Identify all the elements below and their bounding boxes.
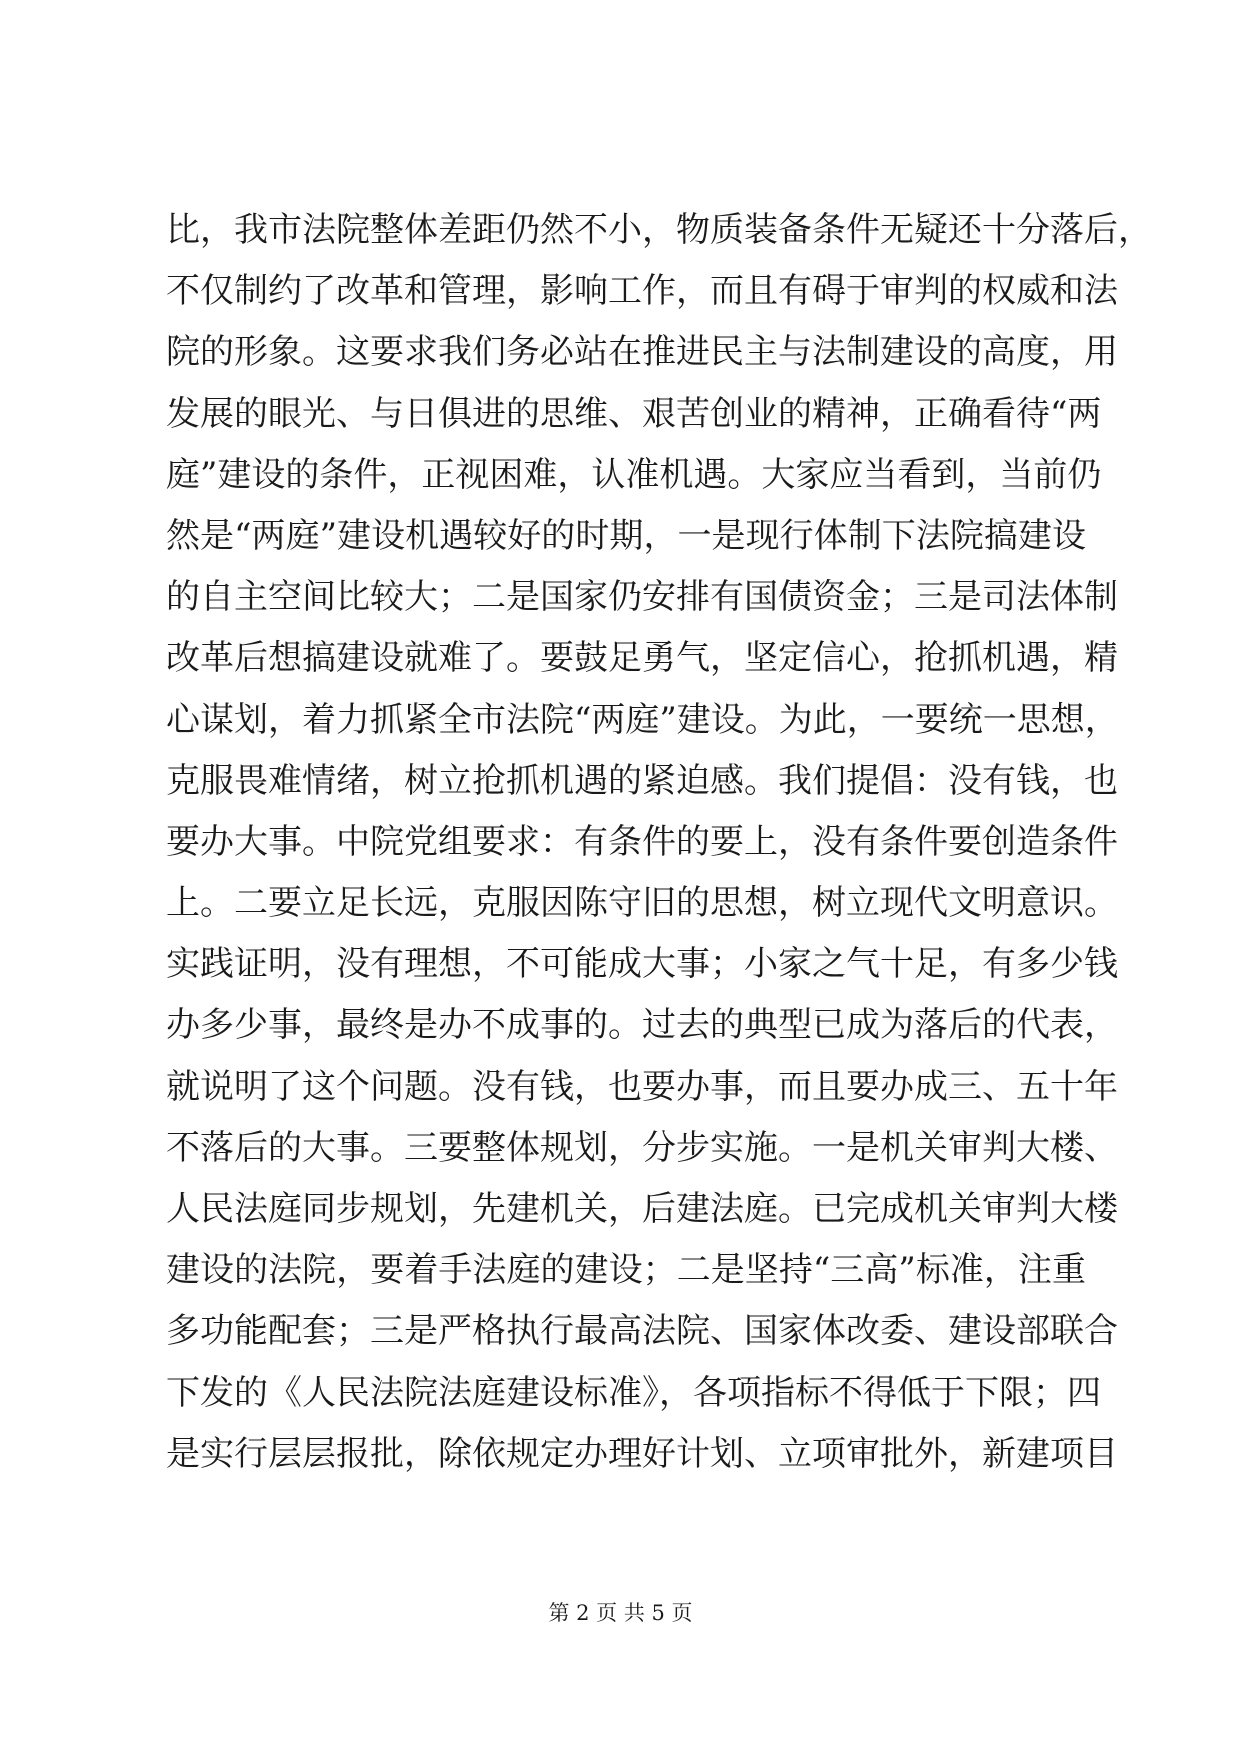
body-text (166, 200, 1152, 1485)
text-line: 的自主空间比较大；二是国家仍安排有国债资金；三是司法体制 (166, 577, 1118, 618)
text-line: 不仅制约了改革和管理，影响工作，而且有碍于审判的权威和法 (166, 271, 1118, 312)
page-number-footer: 第 2 页 共 5 页 (548, 1601, 693, 1625)
text-line: 多功能配套；三是严格执行最高法院、国家体改委、建设部联合 (166, 1311, 1118, 1352)
text-line: 办多少事，最终是办不成事的。过去的典型已成为落后的代表， (166, 1005, 1118, 1046)
text-line: 庭”建设的条件，正视困难，认准机遇。大家应当看到，当前仍 (166, 454, 1102, 495)
text-line: 发展的眼光、与日俱进的思维、艰苦创业的精神，正确看待“两 (166, 393, 1102, 434)
text-line: 是实行层层报批，除依规定办理好计划、立项审批外，新建项目 (166, 1433, 1118, 1474)
text-line: 院的形象。这要求我们务必站在推进民主与法制建设的高度，用 (166, 332, 1118, 373)
text-line: 上。二要立足长远，克服因陈守旧的思想，树立现代文明意识。 (166, 883, 1118, 924)
text-line: 就说明了这个问题。没有钱，也要办事，而且要办成三、五十年 (166, 1066, 1118, 1107)
text-line: 人民法庭同步规划，先建机关，后建法庭。已完成机关审判大楼 (166, 1189, 1118, 1229)
text-line: 下发的《人民法院法庭建设标准》，各项指标不得低于下限；四 (166, 1372, 1101, 1413)
text-line: 建设的法院，要着手法庭的建设；二是坚持“三高”标准，注重 (166, 1250, 1086, 1291)
text-line: 心谋划，着力抓紧全市法院“两庭”建设。为此，一要统一思想， (166, 699, 1119, 740)
text-line: 不落后的大事。三要整体规划，分步实施。一是机关审判大楼、 (166, 1127, 1118, 1168)
text-line: 克服畏难情绪，树立抢抓机遇的紧迫感。我们提倡：没有钱，也 (166, 760, 1118, 801)
text-line: 改革后想搞建设就难了。要鼓足勇气，坚定信心，抢抓机遇，精 (166, 638, 1118, 679)
text-line: 要办大事。中院党组要求：有条件的要上，没有条件要创造条件 (166, 821, 1118, 862)
text-line: 比，我市法院整体差距仍然不小，物质装备条件无疑还十分落后， (166, 210, 1152, 250)
text-line: 然是“两庭”建设机遇较好的时期，一是现行体制下法院搞建设 (166, 515, 1086, 556)
text-line: 实践证明，没有理想，不可能成大事；小家之气十足，有多少钱 (166, 944, 1118, 985)
